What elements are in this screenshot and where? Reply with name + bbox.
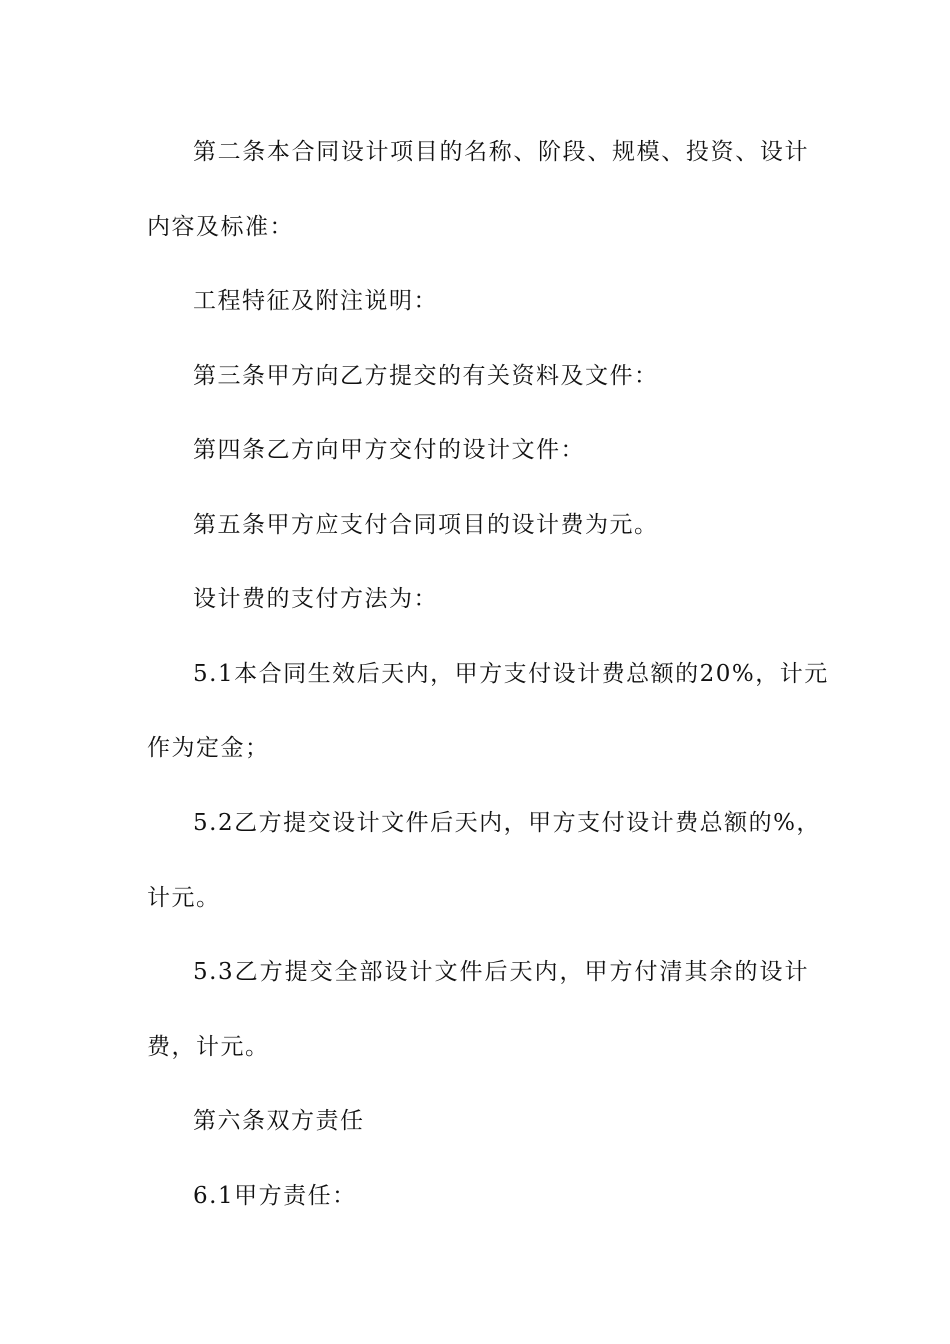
clause-5-2-line-1: 5.2乙方提交设计文件后天内，甲方支付设计费总额的%， bbox=[193, 810, 821, 836]
article-4-line: 第四条乙方向甲方交付的设计文件： bbox=[193, 437, 585, 463]
clause-6-1-heading: 6.1甲方责任： bbox=[193, 1183, 357, 1209]
clause-5-1-line-2: 作为定金； bbox=[147, 735, 270, 761]
clause-5-1-line-1: 5.1本合同生效后天内，甲方支付设计费总额的20%，计元 bbox=[193, 661, 829, 687]
article-2-line-2: 内容及标准： bbox=[147, 214, 294, 240]
clause-5-3-line-2: 费，计元。 bbox=[147, 1034, 270, 1060]
project-features-line: 工程特征及附注说明： bbox=[193, 288, 438, 314]
article-2-line-1: 第二条本合同设计项目的名称、阶段、规模、投资、设计 bbox=[193, 139, 809, 165]
article-6-heading: 第六条双方责任 bbox=[193, 1108, 365, 1134]
clause-5-3-line-1: 5.3乙方提交全部设计文件后天内，甲方付清其余的设计 bbox=[193, 959, 809, 985]
article-3-line: 第三条甲方向乙方提交的有关资料及文件： bbox=[193, 363, 659, 389]
payment-method-line: 设计费的支付方法为： bbox=[193, 586, 438, 612]
clause-5-2-line-2: 计元。 bbox=[147, 885, 221, 911]
article-5-line: 第五条甲方应支付合同项目的设计费为元。 bbox=[193, 512, 659, 538]
